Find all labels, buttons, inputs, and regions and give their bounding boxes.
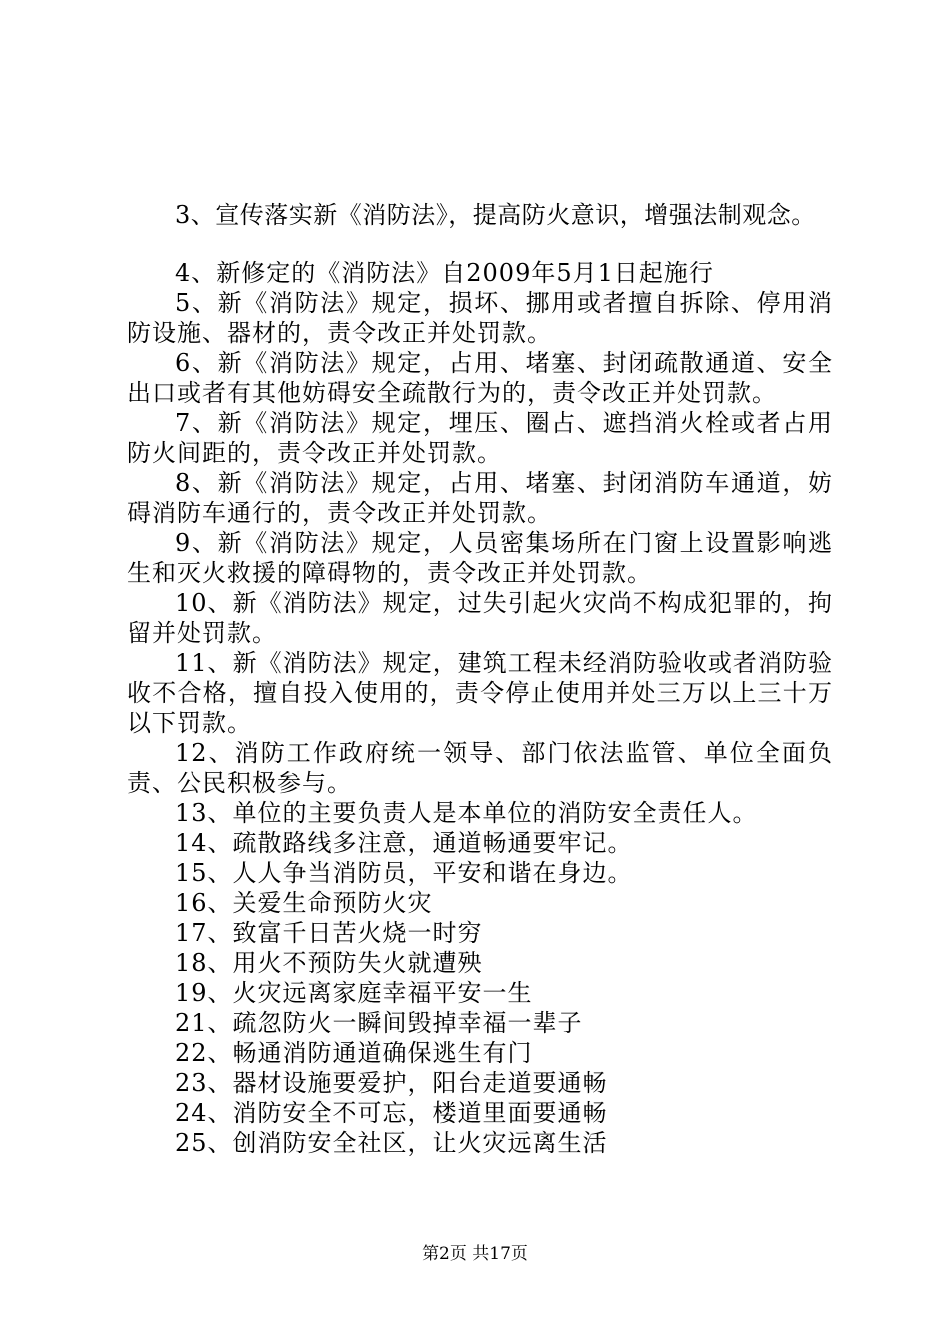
paragraph: 15、人人争当消防员，平安和谐在身边。 [175,859,633,887]
paragraph: 16、关爱生命预防火灾 [175,889,433,917]
paragraph: 25、创消防安全社区，让火灾远离生活 [175,1129,608,1157]
paragraph: 4、新修定的《消防法》自2009年5月1日起施行 [175,259,714,287]
paragraph: 18、用火不预防失火就遭殃 [175,949,483,977]
paragraph: 13、单位的主要负责人是本单位的消防安全责任人。 [175,799,758,827]
paragraph: 11、新《消防法》规定，建筑工程未经消防验收或者消防验收不合格，擅自投入使用的，责令停止使用并处三万以上三十万以下罚款。 [127,649,833,737]
paragraph: 5、新《消防法》规定，损坏、挪用或者擅自拆除、停用消防设施、器材的，责令改正并处罚款。 [127,289,833,347]
paragraph: 10、新《消防法》规定，过失引起火灾尚不构成犯罪的，拘留并处罚款。 [127,589,833,647]
paragraph: 19、火灾远离家庭幸福平安一生 [175,979,533,1007]
paragraph: 3、宣传落实新《消防法》，提高防火意识，增强法制观念。 [175,201,816,229]
paragraph: 21、疏忽防火一瞬间毁掉幸福一辈子 [175,1009,583,1037]
paragraph: 22、畅通消防通道确保逃生有门 [175,1039,533,1067]
document-body [127,200,833,1158]
paragraph: 9、新《消防法》规定，人员密集场所在门窗上设置影响逃生和灭火救援的障碍物的，责令改正并处罚款。 [127,529,833,587]
paragraph: 7、新《消防法》规定，埋压、圈占、遮挡消火栓或者占用防火间距的，责令改正并处罚款。 [127,409,833,467]
paragraph: 24、消防安全不可忘，楼道里面要通畅 [175,1099,608,1127]
page-number-footer: 第2页 共17页 [422,1244,528,1264]
paragraph: 23、器材设施要爱护，阳台走道要通畅 [175,1069,608,1097]
paragraph: 8、新《消防法》规定，占用、堵塞、封闭消防车通道，妨碍消防车通行的，责令改正并处罚款。 [127,469,833,527]
paragraph: 17、致富千日苦火烧一时穷 [175,919,483,947]
paragraph: 12、消防工作政府统一领导、部门依法监管、单位全面负责、公民积极参与。 [127,739,833,797]
paragraph: 6、新《消防法》规定，占用、堵塞、封闭疏散通道、安全出口或者有其他妨碍安全疏散行为的，责令改正并处罚款。 [127,349,833,407]
paragraph: 14、疏散路线多注意，通道畅通要牢记。 [175,829,633,857]
